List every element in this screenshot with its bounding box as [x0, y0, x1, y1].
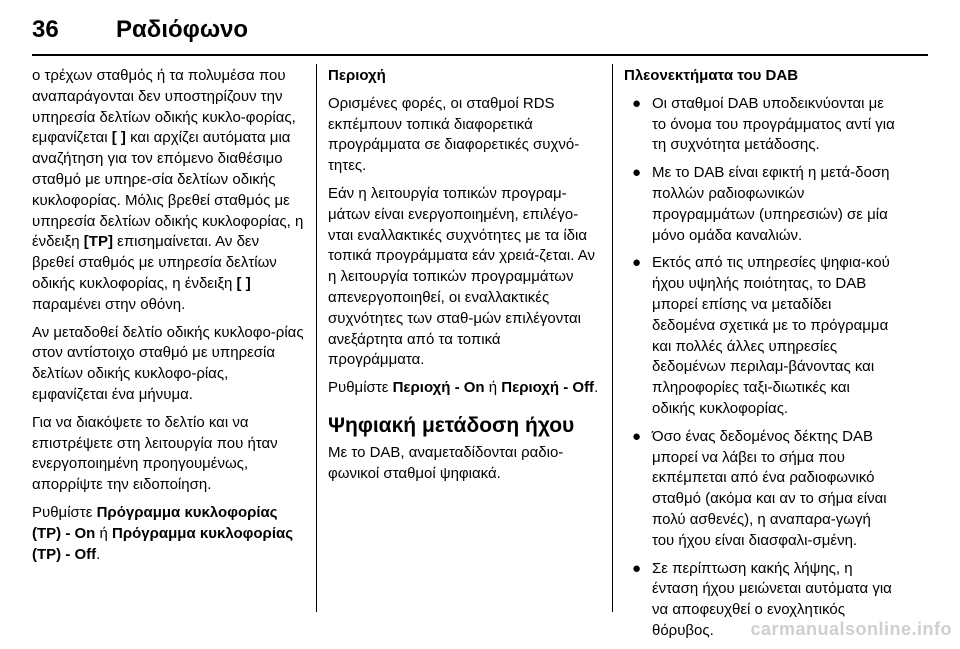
bullet-icon: ●: [632, 427, 642, 445]
section-title-dab: Ψηφιακή μετάδοση ήχου: [328, 413, 575, 437]
paragraph: Ρυθμίστε Πρόγραμμα κυκλοφορίας (TP) - On ή Πρόγραμμα κυκλοφορίας (TP) - Off.: [32, 503, 294, 563]
list-item: ● Σε περίπτωση κακής λήψης, η ένταση ήχου μειώνεται αυτόματα για να αποφευχθεί ο ενοχλητικός θόρυβος.: [632, 559, 892, 639]
bullet-icon: ●: [632, 94, 642, 112]
bullet-icon: ●: [632, 559, 642, 577]
paragraph: Για να διακόψετε το δελτίο και να επιστρέψετε στη λειτουργία που ήταν ενεργοποιημένη προηγουμένως, απορρίψτε την ειδοποίηση.: [32, 413, 278, 494]
bold-text: Περιοχή - On: [392, 379, 485, 397]
watermark: carmanualsonline.info: [750, 619, 952, 639]
page-header: [32, 0, 928, 56]
column-2: [328, 66, 600, 492]
bold-text: Περιοχή - Off: [501, 379, 595, 397]
bold-text: Πρόγραμμα κυκλοφορίας (TP) - On: [32, 503, 278, 542]
bullet-icon: ●: [632, 164, 642, 182]
list-item: ● Με το DAB είναι εφικτή η μετά-δοση πολλών ραδιοφωνικών προγραμμάτων (υπηρεσιών) σε μία μόνο ομάδα καναλιών.: [632, 164, 890, 244]
advantages-list: [624, 94, 896, 642]
bullet-icon: ●: [632, 254, 642, 272]
column-divider-1: [316, 64, 317, 612]
bold-text: Πρόγραμμα κυκλοφορίας (TP) - Off: [32, 524, 294, 563]
column-3: [624, 66, 896, 649]
list-item: ● Οι σταθμοί DAB υποδεικνύονται με το όνομα του προγράμματος αντί για τη συχνότητα μετάδοσης.: [632, 94, 895, 154]
paragraph: Εάν η λειτουργία τοπικών προγραμ-μάτων είναι ενεργοποιημένη, επιλέγο-νται εναλλακτικές συχνότητες με τα ίδια τοπικά προγράμματα εάν χρειά-ζεται. Αν η λειτουργία τοπικών προγραμμάτων απενεργοποιηθεί, οι εναλλακτικές συχνότητες των σταθ-μών επιλέγονται ανεξάρτητα από τα τοπικά προγράμματα.: [328, 184, 595, 369]
bold-text: [ ]: [111, 129, 126, 147]
header-rule: [32, 54, 928, 56]
paragraph: Με το DAB, αναμεταδίδονται ραδιο-φωνικοί σταθμοί ψηφιακά.: [328, 443, 564, 482]
subheading-dab-advantages: Πλεονεκτήματα του DAB: [624, 67, 799, 84]
paragraph: Ορισμένες φορές, οι σταθμοί RDS εκπέμπουν τοπικά διαφορετικά προγράμματα σε διαφορετικές συχνό-τητες.: [328, 94, 580, 175]
bold-text: [TP]: [83, 233, 113, 251]
subheading-region: Περιοχή: [328, 67, 386, 84]
page-number: 36: [32, 16, 59, 43]
bold-text: [ ]: [236, 274, 251, 292]
list-item: ● Εκτός από τις υπηρεσίες ψηφια-κού ήχου υψηλής ποιότητας, το DAB μπορεί επίσης να μεταδίδει δεδομένα σχετικά με το πρόγραμμα και πολλές άλλες υπηρεσίες δεδομένων περιλαμ-βάνοντας και πληροφορίες ταξι-διωτικές και οδικής κυκλοφορίας.: [632, 254, 890, 417]
list-item: ● Όσο ένας δεδομένος δέκτης DAB μπορεί να λάβει το σήμα που εκπέμπεται από ένα ραδιοφωνικό σταθμό (ακόμα και αν το σήμα είναι πολύ ασθενές), η αναπαρα-γωγή του ήχου είναι διασφαλι-σμένη.: [632, 427, 887, 549]
paragraph: Αν μεταδοθεί δελτίο οδικής κυκλοφο-ρίας στον αντίστοιχο σταθμό με υπηρεσία δελτίων οδικής κυκλοφο-ρίας, εμφανίζεται ένα μήνυμα.: [32, 323, 304, 403]
column-divider-2: [612, 64, 613, 612]
paragraph: ο τρέχων σταθμός ή τα πολυμέσα που αναπαράγονται δεν υποστηρίζουν την υπηρεσία δελτίων οδικής κυκλο-φορίας, εμφανίζεται [ ] και αρχίζει αυτόματα μια αναζήτηση για τον επόμενο διαθέσιμο σταθμό με υπηρε-σία δελτίων οδικής κυκλοφορίας. Μόλις βρεθεί σταθμός με υπηρεσία δελτίων οδικής κυκλοφορίας, η ένδειξη [TP] επισημαίνεται. Αν δεν βρεθεί σταθμός με υπηρεσία δελτίων οδικής κυκλοφορίας, η ένδειξη [ ] παραμένει στην οθόνη.: [32, 67, 304, 313]
page-title: Ραδιόφωνο: [116, 16, 249, 43]
paragraph: Ρυθμίστε Περιοχή - On ή Περιοχή - Off.: [328, 379, 599, 397]
column-1: [32, 66, 304, 572]
